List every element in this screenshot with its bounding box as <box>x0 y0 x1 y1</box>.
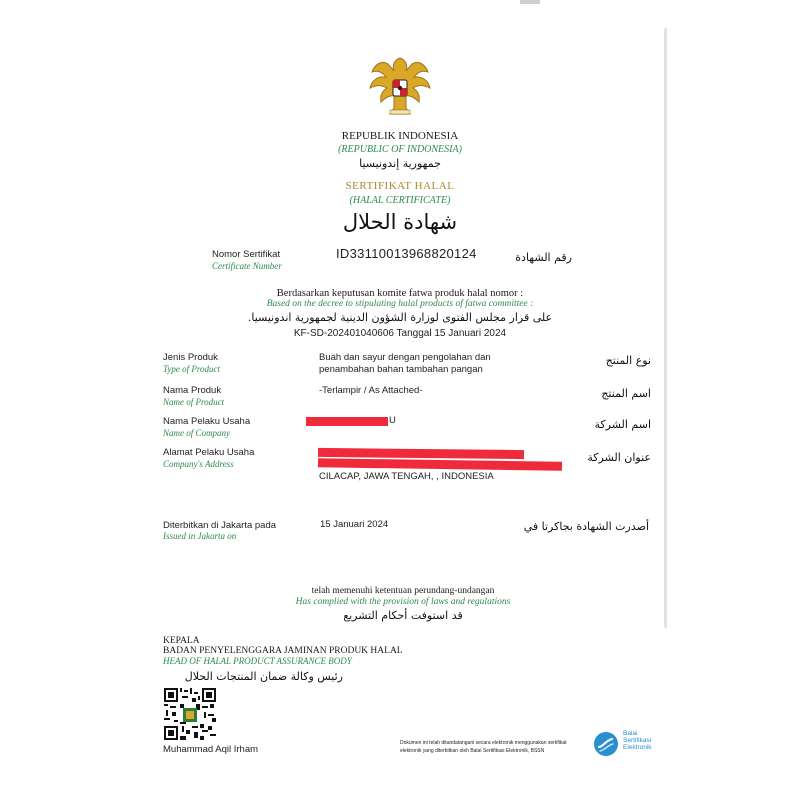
signatory-title-ar: رئيس وكالة ضمان المنتجات الحلال <box>184 670 343 683</box>
product-name-value: -Terlampir / As Attached- <box>319 385 423 396</box>
decree-number: KF-SD-202401040606 Tanggal 15 Januari 2024 <box>293 328 507 339</box>
issued-label-en: Issued in Jakarta on <box>163 531 237 541</box>
company-name-label: Nama Pelaku Usaha <box>163 416 251 427</box>
bsre-logo-text <box>623 730 652 751</box>
e-signature-note-line2: elektronik yang diterbitkan oleh Balai Sertifikasi Elektronik, BSSN <box>400 748 545 754</box>
company-name-label-en: Name of Company <box>163 428 230 438</box>
signatory-title-1: KEPALA <box>163 636 200 646</box>
compliance-text-en: Has complied with the provision of laws and regulations <box>295 597 511 607</box>
decree-text: Berdasarkan keputusan komite fatwa produk halal nomor : <box>276 288 524 299</box>
product-name-label-en: Name of Product <box>163 397 225 407</box>
company-name-value: U <box>389 415 396 426</box>
country-name-en: (REPUBLIC OF INDONESIA) <box>338 144 462 155</box>
document-title-ar: شهادة الحلال <box>342 210 458 234</box>
signatory-title-en: HEAD OF HALAL PRODUCT ASSURANCE BODY <box>163 656 352 666</box>
company-address-label-en: Company's Address <box>163 459 234 469</box>
product-name-label-ar: اسم المنتج <box>601 387 651 400</box>
document-title: SERTIFIKAT HALAL <box>345 180 455 192</box>
product-type-label-ar: نوع المنتج <box>605 354 651 367</box>
company-name-redaction <box>306 417 388 426</box>
certificate-number: ID33110013968820124 <box>336 246 477 261</box>
product-type-label-en: Type of Product <box>163 364 220 374</box>
certificate-number-label: Nomor Sertifikat <box>212 249 281 260</box>
bsre-logo-line3: Elektronik <box>623 744 652 751</box>
certificate-number-label-en: Certificate Number <box>212 261 282 271</box>
country-name-ar: جمهورية إندونيسيا <box>359 157 441 170</box>
decree-text-ar: على قرار مجلس الفتوى لوزارة الشؤون الدينية لجمهورية اندونيسيا. <box>247 311 553 324</box>
country-name: REPUBLIK INDONESIA <box>341 130 459 142</box>
decree-text-en: Based on the decree to stipulating halal products of fatwa committee : <box>266 299 534 309</box>
product-name-label: Nama Produk <box>163 385 222 396</box>
issued-label: Diterbitkan di Jakarta pada <box>163 520 277 531</box>
address-redaction-2 <box>318 458 562 470</box>
signatory-name: Muhammad Aqil Irham <box>163 744 259 755</box>
signatory-title-2: BADAN PENYELENGGARA JAMINAN PRODUK HALAL <box>163 646 403 656</box>
issued-label-ar: أصدرت الشهادة بجاكرتا في <box>523 520 649 533</box>
certificate-number-label-ar: رقم الشهادة <box>515 251 572 264</box>
company-name-label-ar: اسم الشركة <box>594 418 651 431</box>
product-type-value-line1: Buah dan sayur dengan pengolahan dan <box>319 352 491 363</box>
bsre-logo-line2: Sertifikasi <box>623 737 652 744</box>
address-redaction-1 <box>318 448 524 459</box>
garuda-emblem-icon <box>366 52 434 120</box>
compliance-text-ar: قد استوفت أحكام التشريع <box>343 609 463 622</box>
product-type-label: Jenis Produk <box>163 352 218 363</box>
company-address-value: CILACAP, JAWA TENGAH, , INDONESIA <box>319 471 494 482</box>
company-address-label: Alamat Pelaku Usaha <box>163 447 255 458</box>
company-address-label-ar: عنوان الشركة <box>587 451 651 464</box>
e-signature-note-line1: Dokumen ini telah ditandatangani secara elektronik menggunakan sertifikat <box>400 740 567 746</box>
top-edge-mark <box>520 0 540 4</box>
product-type-value-line2: penambahan bahan tambahan pangan <box>319 364 483 375</box>
issued-date: 15 Januari 2024 <box>320 519 389 530</box>
compliance-text: telah memenuhi ketentuan perundang-undangan <box>311 586 495 596</box>
qr-code-icon <box>164 688 216 740</box>
document-title-en: (HALAL CERTIFICATE) <box>349 195 451 206</box>
bsre-logo-icon <box>593 731 619 757</box>
bsre-logo-line1: Balai <box>623 730 638 737</box>
